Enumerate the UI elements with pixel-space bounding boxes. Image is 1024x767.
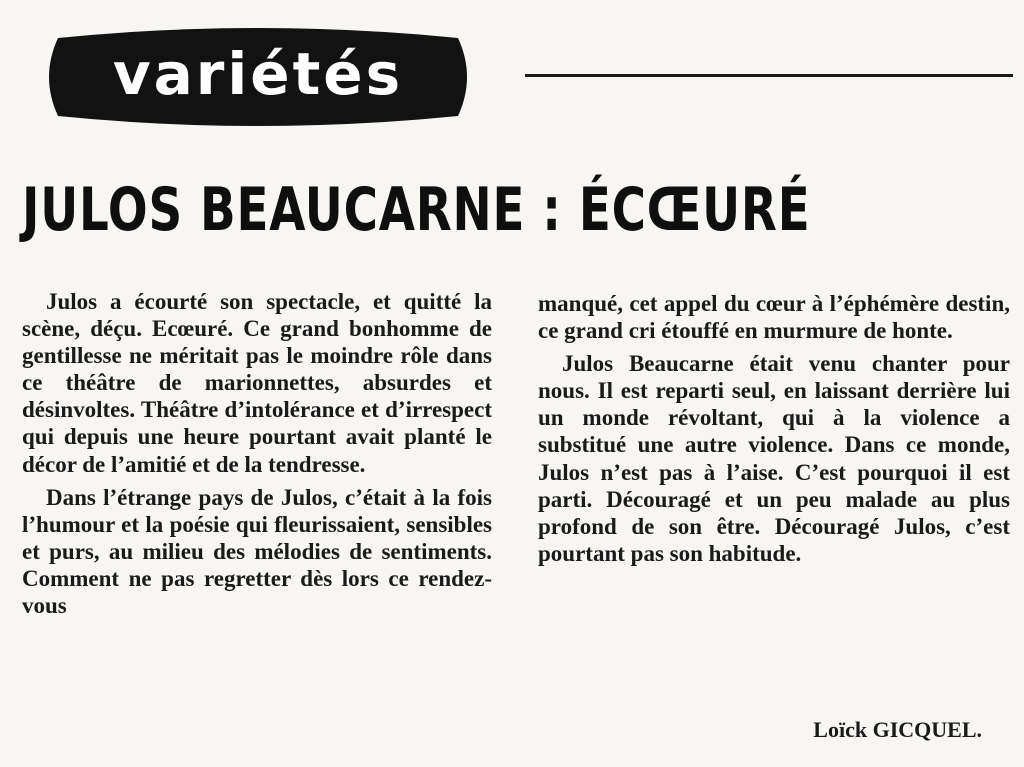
right-column [538,290,1010,573]
section-label: variétés [112,40,404,108]
paragraph: Julos Beaucarne était venu chanter pour nous. Il est reparti seul, en laissant derrière lui un monde révoltant, qui à la violence a substitué une autre violence. Dans ce monde, Julos n’est pas à l’aise. C’est pourquoi il est parti. Découragé et un peu malade au plus profond de son être. Découragé Julos, c’est pourtant pas son habitude. [538,351,1010,566]
byline-signature: Loïck GICQUEL. [813,717,982,742]
headline: JULOS BEAUCARNE : ÉCŒURÉ [22,175,811,245]
header-rule [525,74,1013,77]
section-rubric [40,28,476,126]
paragraph: Julos a écourté son spectacle, et quitté la scène, déçu. Ecœuré. Ce grand bonhomme de gentillesse ne méritait pas le moindre rôle dans ce théâtre de marionnettes, absurdes et désinvoltes. Théâtre d’intolérance et d’irrespect qui depuis une heure pourtant avait planté le décor de l’amitié et de la tendresse. [22,289,492,477]
left-column [22,288,492,625]
paragraph: Dans l’étrange pays de Julos, c’était à la fois l’humour et la poésie qui fleurissaient, sensibles et purs, au milieu des mélodies de sentiments. Comment ne pas regretter dès lors ce rendez-vous [22,484,492,619]
paragraph: manqué, cet appel du cœur à l’éphémère destin, ce grand cri étouffé en murmure de honte. [538,291,1010,344]
